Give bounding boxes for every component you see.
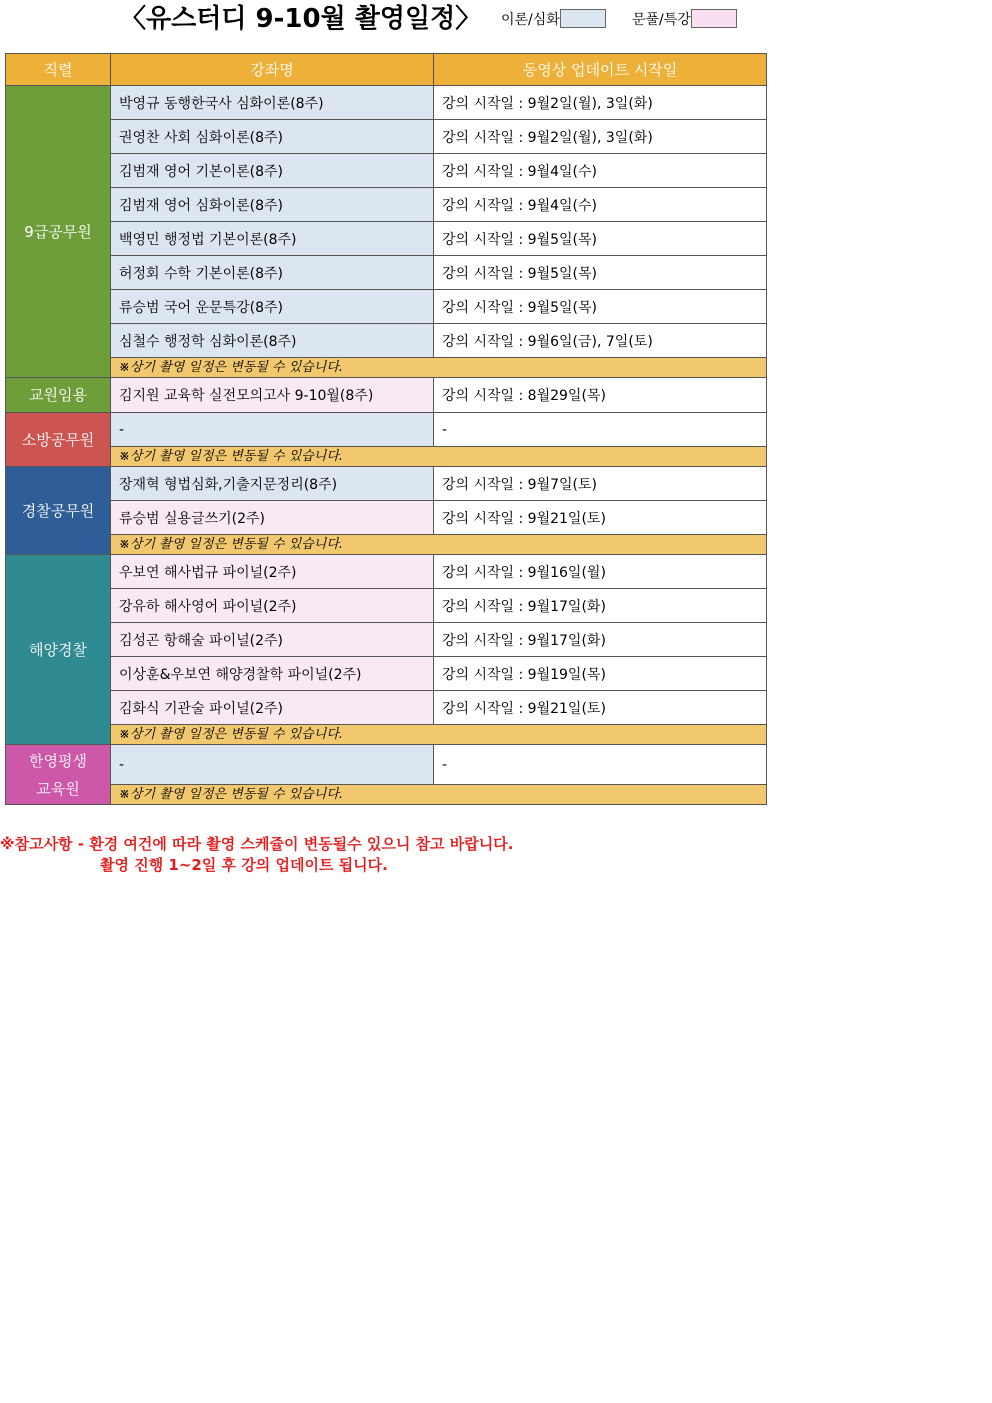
date-cell: 강의 시작일 : 9월21일(토): [434, 501, 767, 535]
date-cell: 강의 시작일 : 9월2일(월), 3일(화): [434, 120, 767, 154]
note-row: [6, 725, 767, 745]
title-row: [0, 0, 992, 40]
date-cell: 강의 시작일 : 9월5일(목): [434, 256, 767, 290]
date-cell: 강의 시작일 : 9월17일(화): [434, 623, 767, 657]
date-cell: 강의 시작일 : 9월16일(월): [434, 555, 767, 589]
date-cell: 강의 시작일 : 9월17일(화): [434, 589, 767, 623]
course-cell: 이상훈&우보연 해양경찰학 파이널(2주): [111, 657, 434, 691]
table-row: [6, 691, 767, 725]
course-cell: -: [111, 413, 434, 447]
schedule-change-note: ※상기 촬영 일정은 변동될 수 있습니다.: [111, 535, 767, 555]
course-cell: 박영규 동행한국사 심화이론(8주): [111, 86, 434, 120]
schedule-change-note: ※상기 촬영 일정은 변동될 수 있습니다.: [111, 358, 767, 378]
course-cell: 심철수 행정학 심화이론(8주): [111, 324, 434, 358]
page-title: 〈유스터디 9-10월 촬영일정〉: [120, 4, 482, 34]
table-row: [6, 657, 767, 691]
date-cell: 강의 시작일 : 9월4일(수): [434, 154, 767, 188]
date-cell: 강의 시작일 : 9월6일(금), 7일(토): [434, 324, 767, 358]
course-cell: 김범재 영어 심화이론(8주): [111, 188, 434, 222]
course-cell: 백영민 행정법 기본이론(8주): [111, 222, 434, 256]
date-cell: 강의 시작일 : 8월29일(목): [434, 378, 767, 413]
footnote-line-1: ※참고사항 - 환경 여건에 따라 촬영 스케쥴이 변동될수 있으니 참고 바랍니다.: [0, 835, 514, 853]
table-row: [6, 467, 767, 501]
schedule-table: [5, 53, 767, 805]
table-row: [6, 188, 767, 222]
table-row: [6, 222, 767, 256]
table-row: [6, 589, 767, 623]
category-cell: [6, 745, 111, 805]
course-cell: 장재혁 형법심화,기출지문정리(8주): [111, 467, 434, 501]
course-cell: 우보연 해사법규 파이널(2주): [111, 555, 434, 589]
column-header-course: 강좌명: [111, 54, 434, 86]
course-cell: 허정회 수학 기본이론(8주): [111, 256, 434, 290]
table-row: [6, 86, 767, 120]
legend-special: [632, 9, 737, 30]
category-cell: 경찰공무원: [6, 467, 111, 555]
table-row: [6, 324, 767, 358]
course-cell: 김지원 교육학 실전모의고사 9-10월(8주): [111, 378, 434, 413]
table-row: [6, 378, 767, 413]
table-row: [6, 745, 767, 785]
legend-special-swatch: [691, 9, 737, 28]
table-header-row: [6, 54, 767, 86]
date-cell: 강의 시작일 : 9월2일(월), 3일(화): [434, 86, 767, 120]
schedule-change-note: ※상기 촬영 일정은 변동될 수 있습니다.: [111, 725, 767, 745]
date-cell: 강의 시작일 : 9월21일(토): [434, 691, 767, 725]
date-cell: 강의 시작일 : 9월5일(목): [434, 222, 767, 256]
category-cell: 9급공무원: [6, 86, 111, 378]
footnote-line-2: 촬영 진행 1~2일 후 강의 업데이트 됩니다.: [100, 856, 388, 874]
legend-theory-swatch: [560, 9, 606, 28]
date-cell: 강의 시작일 : 9월4일(수): [434, 188, 767, 222]
course-cell: 김화식 기관술 파이널(2주): [111, 691, 434, 725]
course-cell: 김성곤 항해술 파이널(2주): [111, 623, 434, 657]
date-cell: -: [434, 413, 767, 447]
schedule-change-note: ※상기 촬영 일정은 변동될 수 있습니다.: [111, 447, 767, 467]
legend-special-label: 문풀/특강: [632, 12, 691, 28]
table-row: [6, 623, 767, 657]
category-cell: 소방공무원: [6, 413, 111, 467]
course-cell: -: [111, 745, 434, 785]
column-header-category: 직렬: [6, 54, 111, 86]
footnote: [0, 834, 513, 876]
schedule-change-note: ※상기 촬영 일정은 변동될 수 있습니다.: [111, 785, 767, 805]
column-header-date: 동영상 업데이트 시작일: [434, 54, 767, 86]
course-cell: 류승범 국어 운문특강(8주): [111, 290, 434, 324]
note-row: [6, 535, 767, 555]
date-cell: 강의 시작일 : 9월19일(목): [434, 657, 767, 691]
course-cell: 류승범 실용글쓰기(2주): [111, 501, 434, 535]
legend-theory: [501, 9, 606, 30]
course-cell: 강유하 해사영어 파이널(2주): [111, 589, 434, 623]
legend-theory-label: 이론/심화: [501, 12, 560, 28]
note-row: [6, 358, 767, 378]
date-cell: 강의 시작일 : 9월5일(목): [434, 290, 767, 324]
date-cell: 강의 시작일 : 9월7일(토): [434, 467, 767, 501]
note-row: [6, 447, 767, 467]
category-line: 교육원: [36, 779, 80, 798]
table-row: [6, 501, 767, 535]
category-line: 한영평생: [29, 751, 87, 770]
table-row: [6, 413, 767, 447]
table-row: [6, 290, 767, 324]
table-row: [6, 154, 767, 188]
note-row: [6, 785, 767, 805]
table-row: [6, 256, 767, 290]
table-row: [6, 120, 767, 154]
table-row: [6, 555, 767, 589]
date-cell: -: [434, 745, 767, 785]
course-cell: 권영찬 사회 심화이론(8주): [111, 120, 434, 154]
category-cell: 교원임용: [6, 378, 111, 413]
category-cell: 해양경찰: [6, 555, 111, 745]
course-cell: 김범재 영어 기본이론(8주): [111, 154, 434, 188]
